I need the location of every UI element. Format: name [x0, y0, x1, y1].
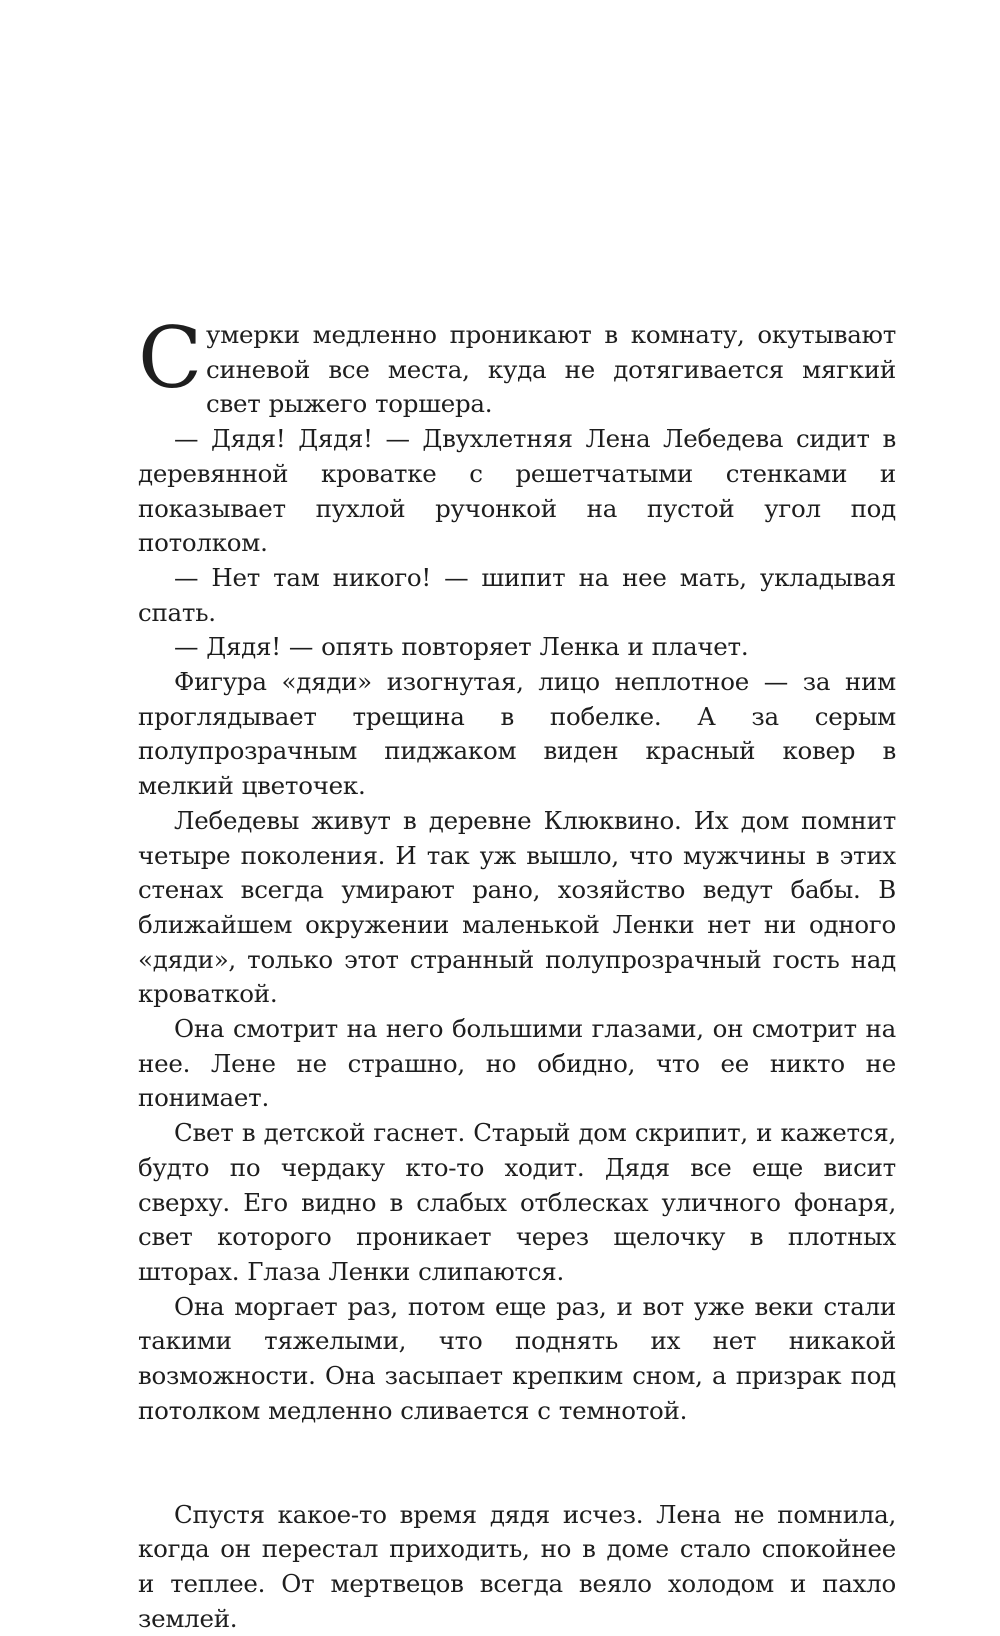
paragraph: — Нет там никого! — шипит на нее мать, укладывая спать. — [138, 561, 896, 630]
opening-paragraph-text: умерки медленно проникают в комнату, окутывают синевой все места, куда не дотягивается мягкий свет рыжего торшера. — [206, 320, 896, 418]
paragraph: Фигура «дяди» изогнутая, лицо неплотное — за ним проглядывает трещина в побелке. А за серым полупрозрачным пиджаком виден красный ковер в мелкий цветочек. — [138, 665, 896, 804]
paragraph: Свет в детской гаснет. Старый дом скрипит, и кажется, будто по чердаку кто-то ходит. Дядя все еще висит сверху. Его видно в слабых отблесках уличного фонаря, свет которого проникает через щелочку в плотных шторах. Глаза Ленки слипаются. — [138, 1116, 896, 1290]
chapter-text — [138, 318, 896, 1636]
paragraph: Она моргает раз, потом еще раз, и вот уже веки стали такими тяжелыми, что поднять их нет никакой возможности. Она засыпает крепким сном, а призрак под потолком медленно сливается с темнотой. — [138, 1290, 896, 1429]
paragraph: — Дядя! Дядя! — Двухлетняя Лена Лебедева сидит в деревянной кроватке с решетчатыми стенками и показывает пухлой ручонкой на пустой угол под потолком. — [138, 422, 896, 561]
paragraph: Лебедевы живут в деревне Клюквино. Их дом помнит четыре поколения. И так уж вышло, что мужчины в этих стенах всегда умирают рано, хозяйство ведут бабы. В ближайшем окружении маленькой Ленки нет ни одного «дяди», только этот странный полупрозрачный гость над кроваткой. — [138, 804, 896, 1012]
paragraph-after-break: Спустя какое-то время дядя исчез. Лена не помнила, когда он перестал приходить, но в доме стало спокойнее и теплее. От мертвецов всегда веяло холодом и пахло землей. — [138, 1498, 896, 1636]
opening-paragraph — [138, 318, 896, 422]
paragraph: — Дядя! — опять повторяет Ленка и плачет. — [138, 630, 896, 665]
drop-cap: С — [138, 324, 202, 392]
paragraph: Она смотрит на него большими глазами, он смотрит на нее. Лене не страшно, но обидно, что ее никто не понимает. — [138, 1012, 896, 1116]
section-break — [138, 1429, 896, 1498]
